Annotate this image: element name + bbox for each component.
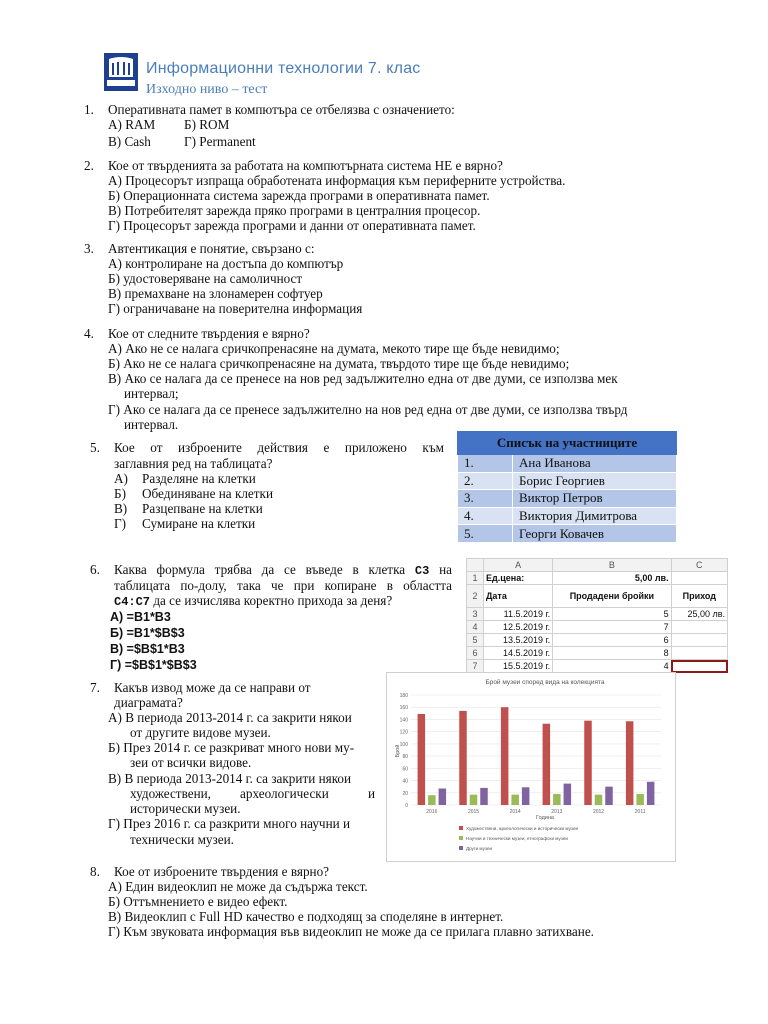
option-c: В) Потребителят зарежда пряко програми в централния процесор. (108, 203, 481, 218)
question-5 (90, 440, 446, 532)
option-d: Г) Permanent (184, 134, 256, 149)
option-c-word3: и (368, 786, 376, 801)
option-c-letter: В) (114, 501, 128, 516)
option-c-cont: интервал; (124, 386, 179, 401)
option-a: А) =B1*B3 (110, 610, 171, 624)
bar (470, 795, 478, 805)
cell-a6: 14.5.2019 г. (484, 647, 553, 660)
question-number: 7. (90, 680, 100, 695)
y-tick-label: 180 (399, 693, 408, 699)
participant-name: Виктор Петров (513, 490, 677, 508)
question-text-cont: заглавния ред на таблицата? (114, 456, 273, 471)
legend-swatch (459, 826, 463, 830)
question-number: 4. (84, 326, 94, 341)
question-text (114, 562, 452, 579)
cell-b7: 4 (553, 660, 671, 673)
row-header: 7 (467, 660, 484, 673)
option-c: В) В периода 2013-2014 г. са закрити някои (108, 771, 352, 786)
x-tick-label: 2013 (551, 809, 563, 815)
bar (480, 788, 488, 805)
bar (543, 724, 551, 805)
question-8 (90, 864, 690, 940)
option-a-cont: от другите видове музеи. (130, 725, 271, 740)
legend-swatch (459, 836, 463, 840)
table-row (458, 525, 677, 543)
table-row (458, 490, 677, 508)
cell-c4 (671, 621, 727, 634)
y-tick-label: 100 (399, 741, 408, 748)
row-number: 5. (458, 525, 513, 543)
cell-a4: 12.5.2019 г. (484, 621, 553, 634)
chart-svg (387, 673, 675, 861)
cell-c2: Приход (671, 585, 727, 608)
x-tick-label: 2016 (426, 809, 438, 815)
option-d: Г) =$B$1*$B$3 (110, 658, 197, 672)
option-a-letter: А) (114, 471, 128, 486)
participant-name: Георги Ковачев (513, 525, 677, 543)
question-text-cont: таблицата по-долу, така че при копиране в областта (114, 578, 452, 593)
option-d: Г) През 2016 г. са разкрити много научни и (108, 816, 351, 831)
question-text: Кое от изброените твърдения е вярно? (114, 864, 330, 879)
cell-b3: 5 (553, 608, 671, 621)
y-tick-label: 60 (402, 766, 408, 773)
option-b: Б) удостоверяване на самоличност (108, 271, 303, 286)
question-7 (90, 680, 376, 850)
x-tick-label: 2011 (634, 809, 646, 815)
y-tick-label: 120 (399, 729, 408, 736)
option-b-letter: Б) (114, 486, 126, 501)
participants-table (457, 431, 677, 543)
y-tick-label: 0 (405, 803, 408, 809)
option-a: А) Процесорът изпраща обработената информация към периферните устройства. (108, 173, 566, 188)
table-row (458, 507, 677, 525)
x-tick-label: 2012 (592, 809, 605, 815)
column-header: B (553, 559, 671, 572)
sheet-row (467, 585, 728, 608)
option-c-cont: исторически музеи. (130, 801, 241, 816)
row-header: 3 (467, 608, 484, 621)
row-number: 2. (458, 472, 513, 490)
bar (428, 795, 436, 805)
chart-title: Брой музеи според вида на колекцията (485, 679, 605, 686)
question-6 (90, 562, 454, 672)
option-b: Б) ROM (184, 117, 230, 132)
question-text-part: на (439, 562, 453, 577)
cell-c1 (671, 572, 727, 585)
question-text-part: Каква формула трябва да се въведе в клетка (114, 562, 406, 577)
participant-name: Ана Иванова (513, 455, 677, 473)
question-text-cont2 (114, 593, 392, 610)
option-b: Б) През 2014 г. се разкриват много нови му- (108, 740, 355, 755)
sheet-row (467, 647, 728, 660)
question-text: Какъв извод може да се направи от (114, 680, 311, 695)
option-d-cont: интервал. (124, 417, 179, 432)
option-c: В) =$B$1*B3 (110, 642, 185, 656)
cell-a5: 13.5.2019 г. (484, 634, 553, 647)
publisher-logo (104, 53, 138, 91)
participant-name: Виктория Димитрова (513, 507, 677, 525)
museums-chart (386, 672, 676, 862)
legend-label: Други музеи (466, 846, 493, 851)
cell-b2: Продадени бройки (553, 585, 671, 608)
option-a: А) RAM (108, 117, 156, 132)
spreadsheet-snippet (466, 558, 728, 671)
cell-c7-selected (671, 660, 727, 673)
bar (647, 782, 655, 805)
cell-a1: Ед.цена: (484, 572, 553, 585)
option-d: Г) Към звуковата информация във видеоклип не може да се прилага плавно затихване. (108, 924, 594, 939)
option-c: В) Cash (108, 134, 151, 149)
legend-label: Художествени, археологически и исторически музеи (466, 826, 579, 831)
y-axis-label: Брой (395, 744, 401, 758)
option-c: В) Ако се налага да се пренесе на нов ред задължително една от две думи, се използва мек (108, 371, 618, 386)
cell-a7: 15.5.2019 г. (484, 660, 553, 673)
question-number: 3. (84, 241, 94, 256)
question-text: Кое от изброените действия е приложено към (114, 440, 444, 455)
y-tick-label: 160 (399, 705, 408, 712)
legend-label: Научни и технически музеи, етнографски музеи (466, 836, 568, 841)
page-subtitle: Изходно ниво – тест (146, 82, 268, 97)
question-number: 8. (90, 864, 100, 879)
option-a: А) контролиране на достъпа до компютър (108, 256, 344, 271)
question-number: 2. (84, 158, 94, 173)
row-header: 5 (467, 634, 484, 647)
option-d: Г) Процесорът зарежда програми и данни от оперативната памет. (108, 218, 476, 233)
option-c-word1: художествени, (130, 786, 211, 801)
row-header: 6 (467, 647, 484, 660)
sheet-row (467, 634, 728, 647)
bar (501, 707, 509, 805)
corner-cell (467, 559, 484, 572)
option-d: Сумиране на клетки (142, 516, 256, 531)
cell-a3: 11.5.2019 г. (484, 608, 553, 621)
question-3 (84, 241, 684, 317)
column-header: C (671, 559, 727, 572)
option-b-cont: зеи от всички видове. (130, 755, 252, 770)
y-tick-label: 140 (399, 717, 408, 724)
row-header: 4 (467, 621, 484, 634)
cell-b5: 6 (553, 634, 671, 647)
bar (584, 721, 592, 805)
cell-b4: 7 (553, 621, 671, 634)
sheet-row (467, 608, 728, 621)
cell-c3: 25,00 лв. (671, 608, 727, 621)
bar (605, 787, 613, 805)
y-tick-label: 40 (402, 778, 408, 785)
participant-name: Борис Георгиев (513, 472, 677, 490)
option-b: Б) Ако не се налага сричкопренасяне на думата, твърдото тире ще бъде невидимо; (108, 356, 570, 371)
bar (511, 795, 518, 805)
x-tick-label: 2015 (467, 809, 480, 815)
row-header: 2 (467, 585, 484, 608)
row-header: 1 (467, 572, 484, 585)
page-title: Информационни технологии 7. клас (146, 60, 421, 77)
cell-ref: C3 (414, 564, 430, 578)
bar (626, 721, 634, 805)
option-a: А) Един видеоклип не може да съдържа текст. (108, 879, 368, 894)
x-tick-label: 2014 (509, 809, 521, 815)
option-b: Б) =B1*$B$3 (110, 626, 185, 640)
sheet-row (467, 572, 728, 585)
option-c: Разцепване на клетки (142, 501, 263, 516)
option-a: Разделяне на клетки (142, 471, 256, 486)
question-text-cont: диаграмата? (114, 695, 183, 710)
row-number: 1. (458, 455, 513, 473)
question-2 (84, 158, 684, 234)
question-text: Кое от твърденията за работата на компютърната система НЕ е вярно? (108, 158, 503, 173)
question-number: 6. (90, 562, 100, 577)
option-c-word2: археологически (240, 786, 329, 801)
row-number: 4. (458, 507, 513, 525)
option-c: В) Видеоклип с Full HD качество е подходящ за споделяне в интернет. (108, 909, 504, 924)
option-a: А) В периода 2013-2014 г. са закрити някои (108, 710, 352, 725)
question-text: Оперативната памет в компютъра се отбелязва с означението: (108, 102, 455, 117)
question-4 (84, 326, 684, 434)
option-d-letter: Г) (114, 516, 127, 531)
legend-swatch (459, 846, 463, 850)
option-d-cont: технически музеи. (130, 832, 234, 847)
bar (439, 789, 447, 806)
range-ref: C4:C7 (114, 595, 151, 609)
bar (418, 714, 426, 805)
option-d: Г) ограничаване на поверителна информация (108, 301, 363, 316)
question-number: 5. (90, 440, 100, 455)
row-number: 3. (458, 490, 513, 508)
bar (522, 787, 530, 805)
question-text: Кое от следните твърдения е вярно? (108, 326, 310, 341)
cell-c6 (671, 647, 727, 660)
column-header: A (484, 559, 553, 572)
bar (636, 794, 644, 805)
y-tick-label: 20 (402, 790, 408, 797)
cell-b1: 5,00 лв. (553, 572, 671, 585)
bar (595, 795, 603, 805)
bar (564, 784, 572, 805)
table-row (458, 472, 677, 490)
sheet-row (467, 660, 728, 673)
table-header: Списък на участниците (458, 432, 677, 455)
question-number: 1. (84, 102, 94, 117)
x-axis-label: Година (536, 815, 554, 821)
cell-b6: 8 (553, 647, 671, 660)
question-text-part: да се изчислява коректно прихода за деня? (153, 593, 393, 608)
option-b: Б) Операционната система зарежда програми в оперативната памет. (108, 188, 490, 203)
option-d: Г) Ако се налага да се пренесе задължително на нов ред една от две думи, се използва твърд (108, 402, 628, 417)
bar (459, 711, 467, 805)
cell-a2: Дата (484, 585, 553, 608)
option-a: А) Ако не се налага сричкопренасяне на думата, мекото тире ще бъде невидимо; (108, 341, 560, 356)
cell-c5 (671, 634, 727, 647)
y-tick-label: 80 (402, 754, 408, 761)
option-c: В) премахване на злонамерен софтуер (108, 286, 323, 301)
bar (553, 794, 561, 805)
option-b: Б) Оттъмнението е видео ефект. (108, 894, 288, 909)
question-text: Автентикация е понятие, свързано с: (108, 241, 315, 256)
table-row (458, 455, 677, 473)
question-1 (84, 102, 684, 152)
option-b: Обединяване на клетки (142, 486, 274, 501)
sheet-row (467, 621, 728, 634)
